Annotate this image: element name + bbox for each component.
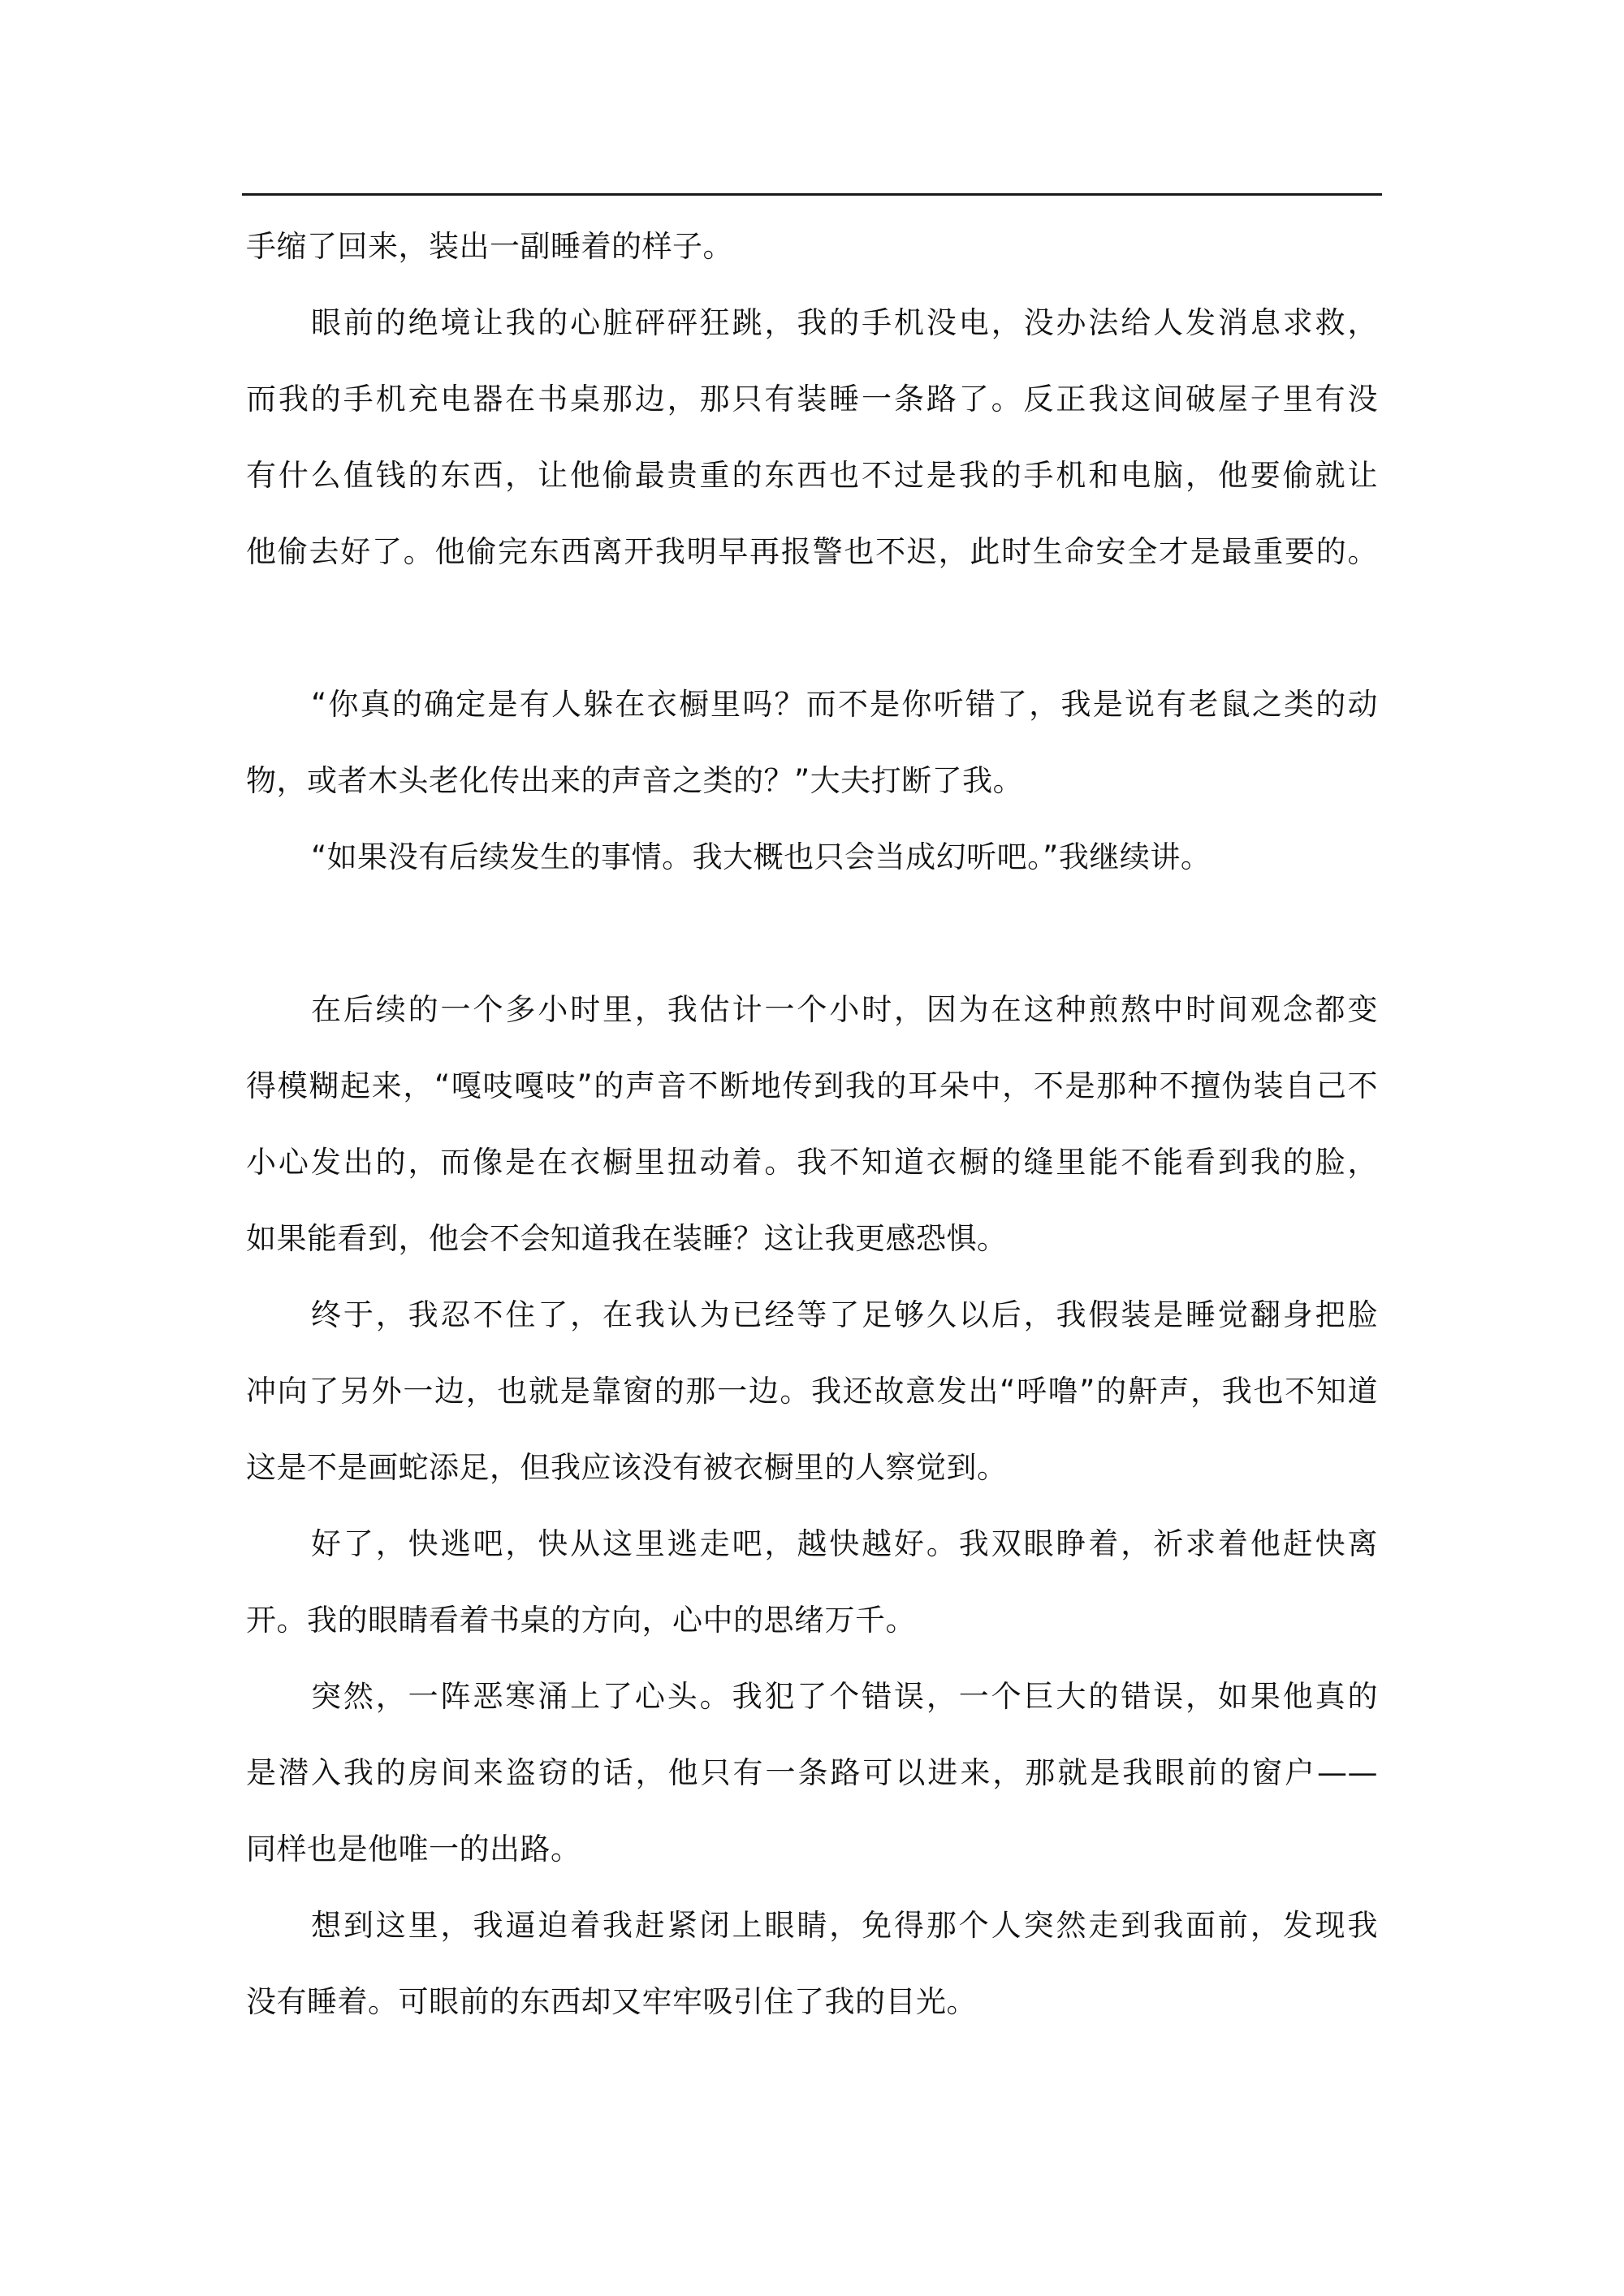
text-line: “如果没有后续发生的事情。我大概也只会当成幻听吧。”我继续讲。 [311, 839, 1212, 874]
text-line: 他偷去好了。他偷完东西离开我明早再报警也不迟，此时生命安全才是最重要的。 [246, 534, 1378, 569]
text-line: 眼前的绝境让我的心脏砰砰狂跳，我的手机没电，没办法给人发消息求救， [311, 305, 1378, 340]
text-line: 在后续的一个多小时里，我估计一个小时，因为在这种煎熬中时间观念都变 [311, 992, 1378, 1027]
text-line: 同样也是他唯一的出路。 [246, 1832, 581, 1867]
text-line: 是潜入我的房间来盗窃的话，他只有一条路可以进来，那就是我眼前的窗户—— [246, 1755, 1378, 1790]
text-line: 这是不是画蛇添足，但我应该没有被衣橱里的人察觉到。 [246, 1450, 1008, 1485]
text-line: 好了，快逃吧，快从这里逃走吧，越快越好。我双眼睁着，祈求着他赶快离 [311, 1526, 1378, 1561]
text-line: 想到这里，我逼迫着我赶紧闭上眼睛，免得那个人突然走到我面前，发现我 [311, 1908, 1378, 1943]
text-line: 没有睡着。可眼前的东西却又牢牢吸引住了我的目光。 [246, 1984, 977, 2019]
text-line: 小心发出的，而像是在衣橱里扭动着。我不知道衣橱的缝里能不能看到我的脸， [246, 1145, 1378, 1180]
text-line: 冲向了另外一边，也就是靠窗的那一边。我还故意发出“呼噜”的鼾声，我也不知道 [246, 1374, 1378, 1409]
text-line: 有什么值钱的东西，让他偷最贵重的东西也不过是我的手机和电脑，他要偷就让 [246, 458, 1378, 493]
text-line: 手缩了回来，装出一副睡着的样子。 [246, 229, 733, 264]
text-line: “你真的确定是有人躲在衣橱里吗？而不是你听错了，我是说有老鼠之类的动 [311, 687, 1378, 722]
header-rule [242, 193, 1382, 196]
text-line: 而我的手机充电器在书桌那边，那只有装睡一条路了。反正我这间破屋子里有没 [246, 382, 1378, 416]
text-line: 开。我的眼睛看着书桌的方向，心中的思绪万千。 [246, 1603, 916, 1638]
text-line: 突然，一阵恶寒涌上了心头。我犯了个错误，一个巨大的错误，如果他真的 [311, 1679, 1378, 1714]
text-line: 终于，我忍不住了，在我认为已经等了足够久以后，我假装是睡觉翻身把脸 [311, 1297, 1378, 1332]
text-line: 得模糊起来，“嘎吱嘎吱”的声音不断地传到我的耳朵中，不是那种不擅伪装自己不 [246, 1068, 1378, 1103]
text-line: 如果能看到，他会不会知道我在装睡？这让我更感恐惧。 [246, 1221, 1008, 1256]
text-line: 物，或者木头老化传出来的声音之类的？”大夫打断了我。 [246, 763, 1024, 798]
